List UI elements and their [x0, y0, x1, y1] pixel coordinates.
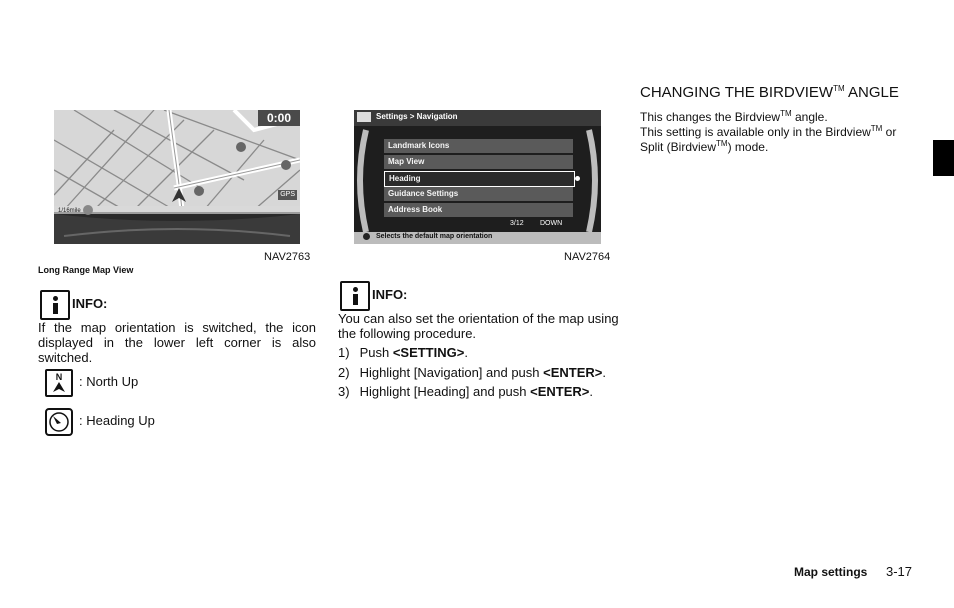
step-period: .	[589, 384, 593, 399]
step-key: <ENTER>	[543, 365, 603, 380]
info-icon	[40, 290, 70, 320]
heading-text-end: ANGLE	[844, 84, 899, 101]
info-paragraph: If the map orientation is switched, the icon displayed in the lower left corner is also switched.	[38, 320, 316, 365]
trademark-sup: TM	[780, 109, 792, 118]
step-1	[338, 345, 468, 360]
birdview-line-3	[640, 140, 768, 155]
pager-text: 3/12	[510, 220, 524, 227]
line-text-end: or	[882, 125, 897, 139]
step-number: 1)	[338, 345, 350, 360]
line-text: This setting is available only in the Birdview	[640, 125, 871, 139]
step-2	[338, 365, 606, 380]
step-number: 2)	[338, 365, 350, 380]
line-text: This changes the Birdview	[640, 110, 781, 124]
section-heading	[640, 84, 899, 101]
heading-text: CHANGING THE BIRDVIEW	[640, 84, 834, 101]
menu-item-address-book[interactable]: Address Book	[384, 203, 573, 217]
step-text: Push	[359, 345, 393, 360]
clock-display: 0:00	[258, 110, 300, 126]
procedure-intro: You can also set the orientation of the map using the following procedure.	[338, 311, 619, 341]
step-text: Highlight [Heading] and push	[359, 384, 531, 399]
chapter-tab	[933, 140, 954, 176]
trademark-sup: TM	[833, 84, 845, 93]
down-button[interactable]: DOWN	[540, 220, 563, 227]
map-screenshot	[54, 110, 300, 244]
trademark-sup: TM	[870, 124, 883, 133]
heading-up-icon	[45, 408, 73, 436]
figure-caption: Long Range Map View	[38, 265, 134, 275]
step-period: .	[464, 345, 468, 360]
map-scale: 1/16mile	[58, 208, 81, 214]
line-text-end: ) mode.	[727, 140, 769, 154]
map-drawing	[54, 110, 300, 244]
birdview-line-1	[640, 110, 828, 125]
selected-indicator	[575, 176, 580, 181]
page-number: 3-17	[886, 564, 913, 579]
gps-badge: GPS	[280, 191, 295, 198]
status-text: Selects the default map orientation	[376, 233, 493, 240]
info-icon-2	[340, 281, 370, 311]
figure2-code: NAV2764	[564, 251, 611, 263]
step-key: <SETTING>	[392, 345, 465, 360]
step-3	[338, 384, 593, 399]
step-text: Highlight [Navigation] and push	[359, 365, 544, 380]
heading-up-label: : Heading Up	[79, 413, 155, 428]
north-up-label: : North Up	[79, 374, 139, 389]
settings-screenshot	[354, 110, 601, 244]
menu-item-landmark-icons[interactable]: Landmark Icons	[384, 139, 573, 153]
step-period: .	[602, 365, 606, 380]
footer-section: Map settings	[794, 565, 868, 579]
settings-header: Settings > Navigation	[376, 112, 458, 121]
figure-code: NAV2763	[264, 251, 311, 263]
info-label-2: INFO:	[372, 287, 408, 302]
menu-item-map-view[interactable]: Map View	[384, 155, 573, 169]
info-label: INFO:	[72, 296, 108, 311]
line-text-end: angle.	[791, 110, 828, 124]
status-info-icon	[363, 233, 370, 240]
menu-item-guidance-settings[interactable]: Guidance Settings	[384, 187, 573, 201]
step-key: <ENTER>	[530, 384, 590, 399]
step-number: 3)	[338, 384, 350, 399]
line-text: Split (Birdview	[640, 140, 717, 154]
north-up-icon	[45, 369, 73, 397]
birdview-line-2	[640, 125, 896, 140]
north-up-glyph: N	[55, 372, 63, 382]
trademark-sup: TM	[716, 139, 728, 148]
menu-item-heading[interactable]: Heading	[384, 171, 575, 187]
